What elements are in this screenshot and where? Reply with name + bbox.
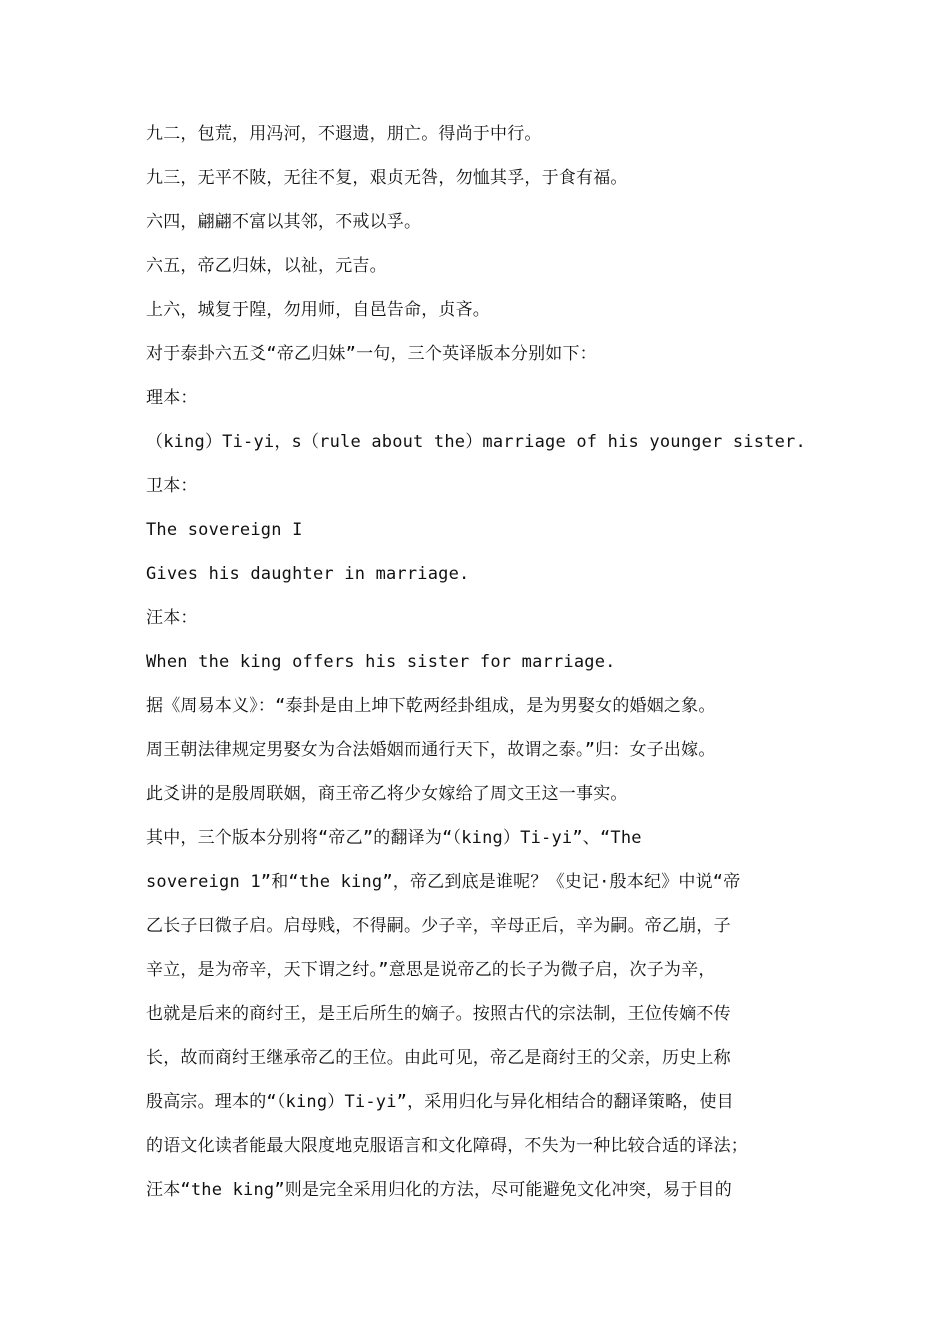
text-line: （king）Ti-yi，s（rule about the）marriage of his younger sister. [146, 432, 806, 452]
text-line: 殷高宗。理本的“（king）Ti-yi”，采用归化与异化相结合的翻译策略，使目 [146, 1092, 734, 1112]
text-line: 乙长子曰微子启。启母贱，不得嗣。少子辛，辛母正后，辛为嗣。帝乙崩，子 [146, 916, 731, 936]
text-line: 此爻讲的是殷周联姻，商王帝乙将少女嫁给了周文王这一事实。 [146, 784, 628, 804]
text-line: 六五，帝乙归妹，以祉，元吉。 [146, 256, 387, 276]
text-line: 理本： [146, 388, 198, 408]
text-line: The sovereign I [146, 520, 303, 540]
document-body [146, 112, 816, 1212]
text-line: 周王朝法律规定男娶女为合法婚姻而通行天下，故谓之泰。”归：女子出嫁。 [146, 740, 716, 760]
text-line: 长，故而商纣王继承帝乙的王位。由此可见，帝乙是商纣王的父亲，历史上称 [146, 1048, 731, 1068]
text-line: Gives his daughter in marriage. [146, 564, 470, 584]
text-line: 卫本： [146, 476, 198, 496]
text-line: When the king offers his sister for marriage. [146, 652, 616, 672]
text-line: sovereign 1”和“the king”，帝乙到底是谁呢？《史记·殷本纪》中说“帝 [146, 872, 741, 892]
text-line: 对于泰卦六五爻“帝乙归妹”一句，三个英译版本分别如下： [146, 344, 597, 364]
text-line: 的语文化读者能最大限度地克服语言和文化障碍，不失为一种比较合适的译法； [146, 1136, 748, 1156]
text-line: 也就是后来的商纣王，是王后所生的嫡子。按照古代的宗法制，王位传嫡不传 [146, 1004, 731, 1024]
text-line: 上六，城复于隍，勿用师，自邑告命，贞吝。 [146, 300, 490, 320]
text-line: 九三，无平不陂，无往不复，艰贞无咎，勿恤其孚，于食有福。 [146, 168, 628, 188]
text-line: 据《周易本义》：“泰卦是由上坤下乾两经卦组成，是为男娶女的婚姻之象。 [146, 696, 716, 716]
text-line: 汪本： [146, 608, 198, 628]
text-line: 其中，三个版本分别将“帝乙”的翻译为“（king）Ti-yi”、“The [146, 828, 642, 848]
text-line: 六四，翩翩不富以其邻，不戒以孚。 [146, 212, 422, 232]
text-line: 汪本“the king”则是完全采用归化的方法，尽可能避免文化冲突，易于目的 [146, 1180, 732, 1200]
text-line: 九二，包荒，用冯河，不遐遗，朋亡。得尚于中行。 [146, 124, 542, 144]
text-line: 辛立，是为帝辛，天下谓之纣。”意思是说帝乙的长子为微子启，次子为辛， [146, 960, 716, 980]
